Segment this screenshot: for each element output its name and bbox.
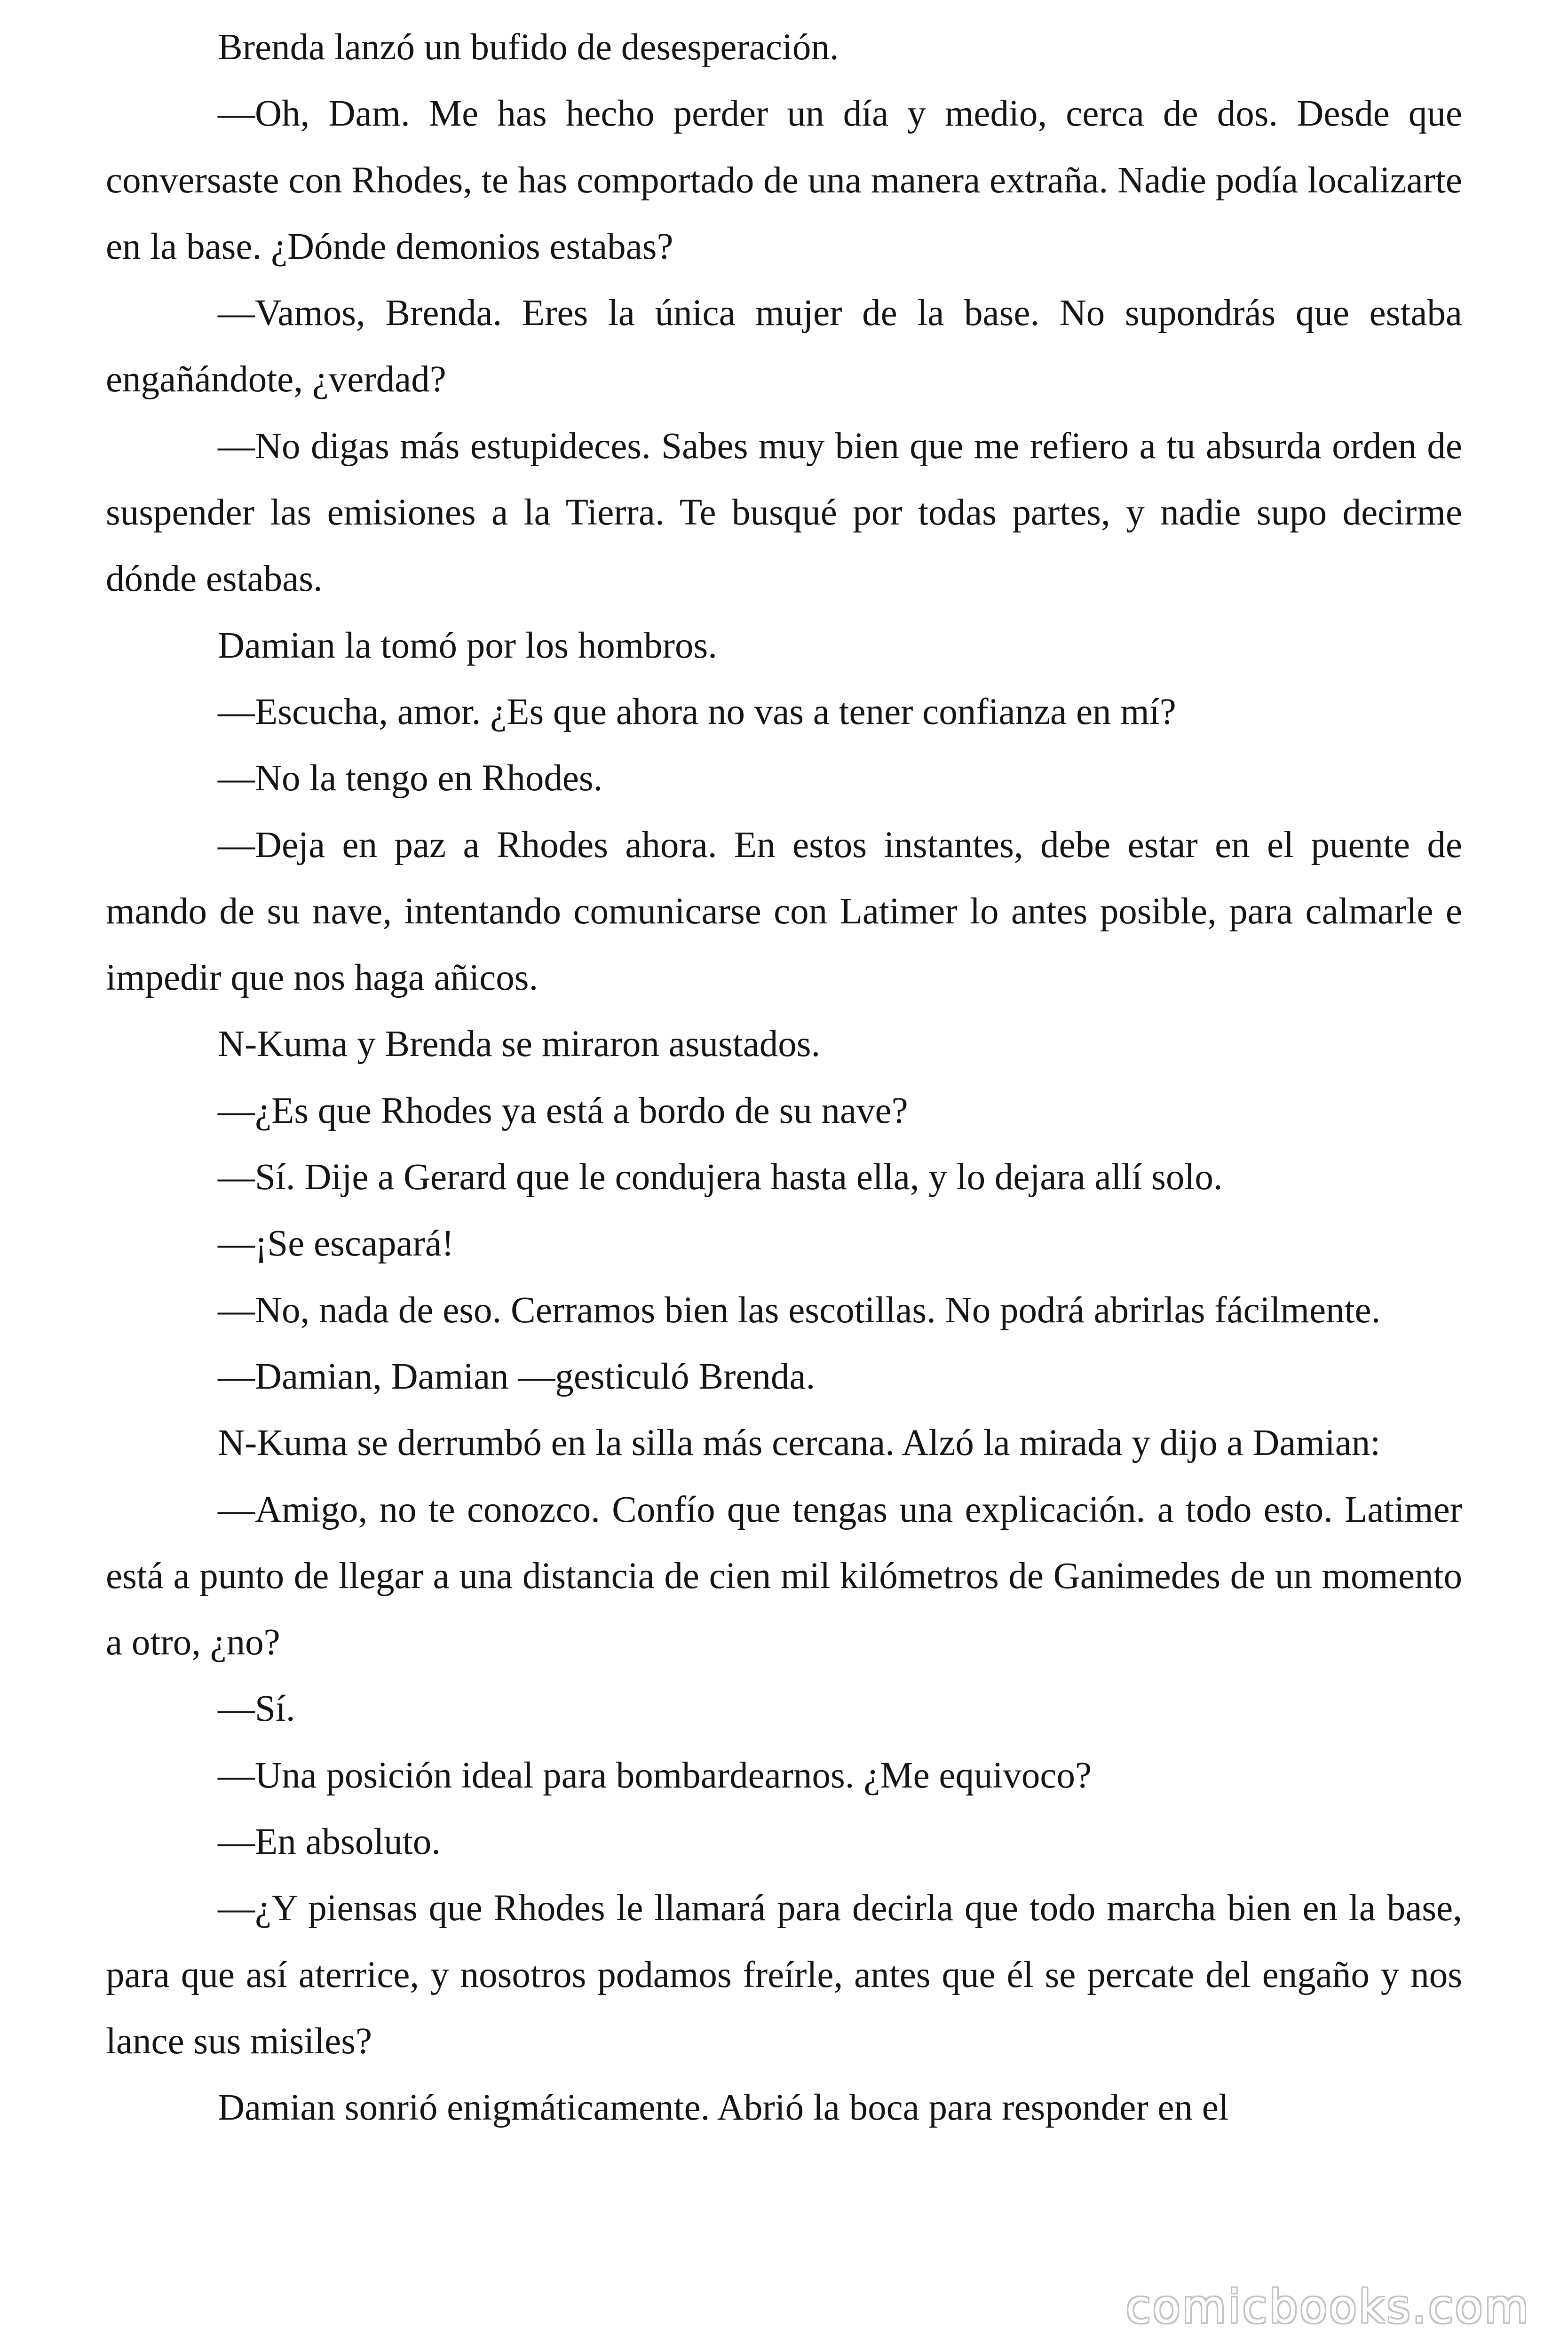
paragraph: Brenda lanzó un bufido de desesperación. [218, 27, 839, 68]
paragraph: —No la tengo en Rhodes. [218, 758, 603, 799]
paragraph: —No, nada de eso. Cerramos bien las escotillas. No podrá abrirlas fácilmente. [218, 1289, 1381, 1331]
paragraph: —¿Y piensas que Rhodes le llamará para decirla que todo marcha bien en la base, para que así aterrice, y nosotros podamos freírle, antes que él se percate del engaño y nos lance sus misiles? [106, 1888, 1462, 2062]
paragraph: —¡Se escapará! [218, 1223, 454, 1264]
paragraph: Damian sonrió enigmáticamente. Abrió la boca para responder en el [218, 2087, 1229, 2129]
paragraph: —Una posición ideal para bombardearnos. ¿Me equivoco? [218, 1755, 1092, 1796]
paragraph: —Oh, Dam. Me has hecho perder un día y medio, cerca de dos. Desde que conversaste con Rhodes, te has comportado de una manera extraña. Nadie podía localizarte en la base. ¿Dónde demonios estabas? [106, 93, 1462, 267]
paragraph: N-Kuma se derrumbó en la silla más cercana. Alzó la mirada y dijo a Damian: [218, 1422, 1381, 1464]
paragraph: —Sí. Dije a Gerard que le condujera hasta ella, y lo dejara allí solo. [218, 1157, 1223, 1198]
paragraph: —Deja en paz a Rhodes ahora. En estos instantes, debe estar en el puente de mando de su nave, intentando comunicarse con Latimer lo antes posible, para calmarle e impedir que nos haga añicos. [106, 824, 1462, 999]
paragraph: —Amigo, no te conozco. Confío que tengas una explicación. a todo esto. Latimer está a punto de llegar a una distancia de cien mil kilómetros de Ganimedes de un momento a otro, ¿no? [106, 1489, 1462, 1663]
paragraph: —No digas más estupideces. Sabes muy bien que me refiero a tu absurda orden de suspender las emisiones a la Tierra. Te busqué por todas partes, y nadie supo decirme dónde estabas. [106, 425, 1462, 600]
paragraph: —Escucha, amor. ¿Es que ahora no vas a tener confianza en mí? [218, 691, 1176, 732]
paragraph: —Vamos, Brenda. Eres la única mujer de la base. No supondrás que estaba engañándote, ¿verdad? [106, 293, 1462, 400]
paragraph: —Sí. [218, 1688, 295, 1730]
paragraph: —¿Es que Rhodes ya está a bordo de su nave? [218, 1090, 908, 1131]
paragraph: —Damian, Damian —gesticuló Brenda. [218, 1356, 816, 1397]
paragraph: N-Kuma y Brenda se miraron asustados. [218, 1024, 821, 1065]
watermark: comicbooks.com [1125, 2280, 1530, 2333]
paragraph: Damian la tomó por los hombros. [218, 625, 717, 666]
paragraph: —En absoluto. [218, 1821, 441, 1863]
